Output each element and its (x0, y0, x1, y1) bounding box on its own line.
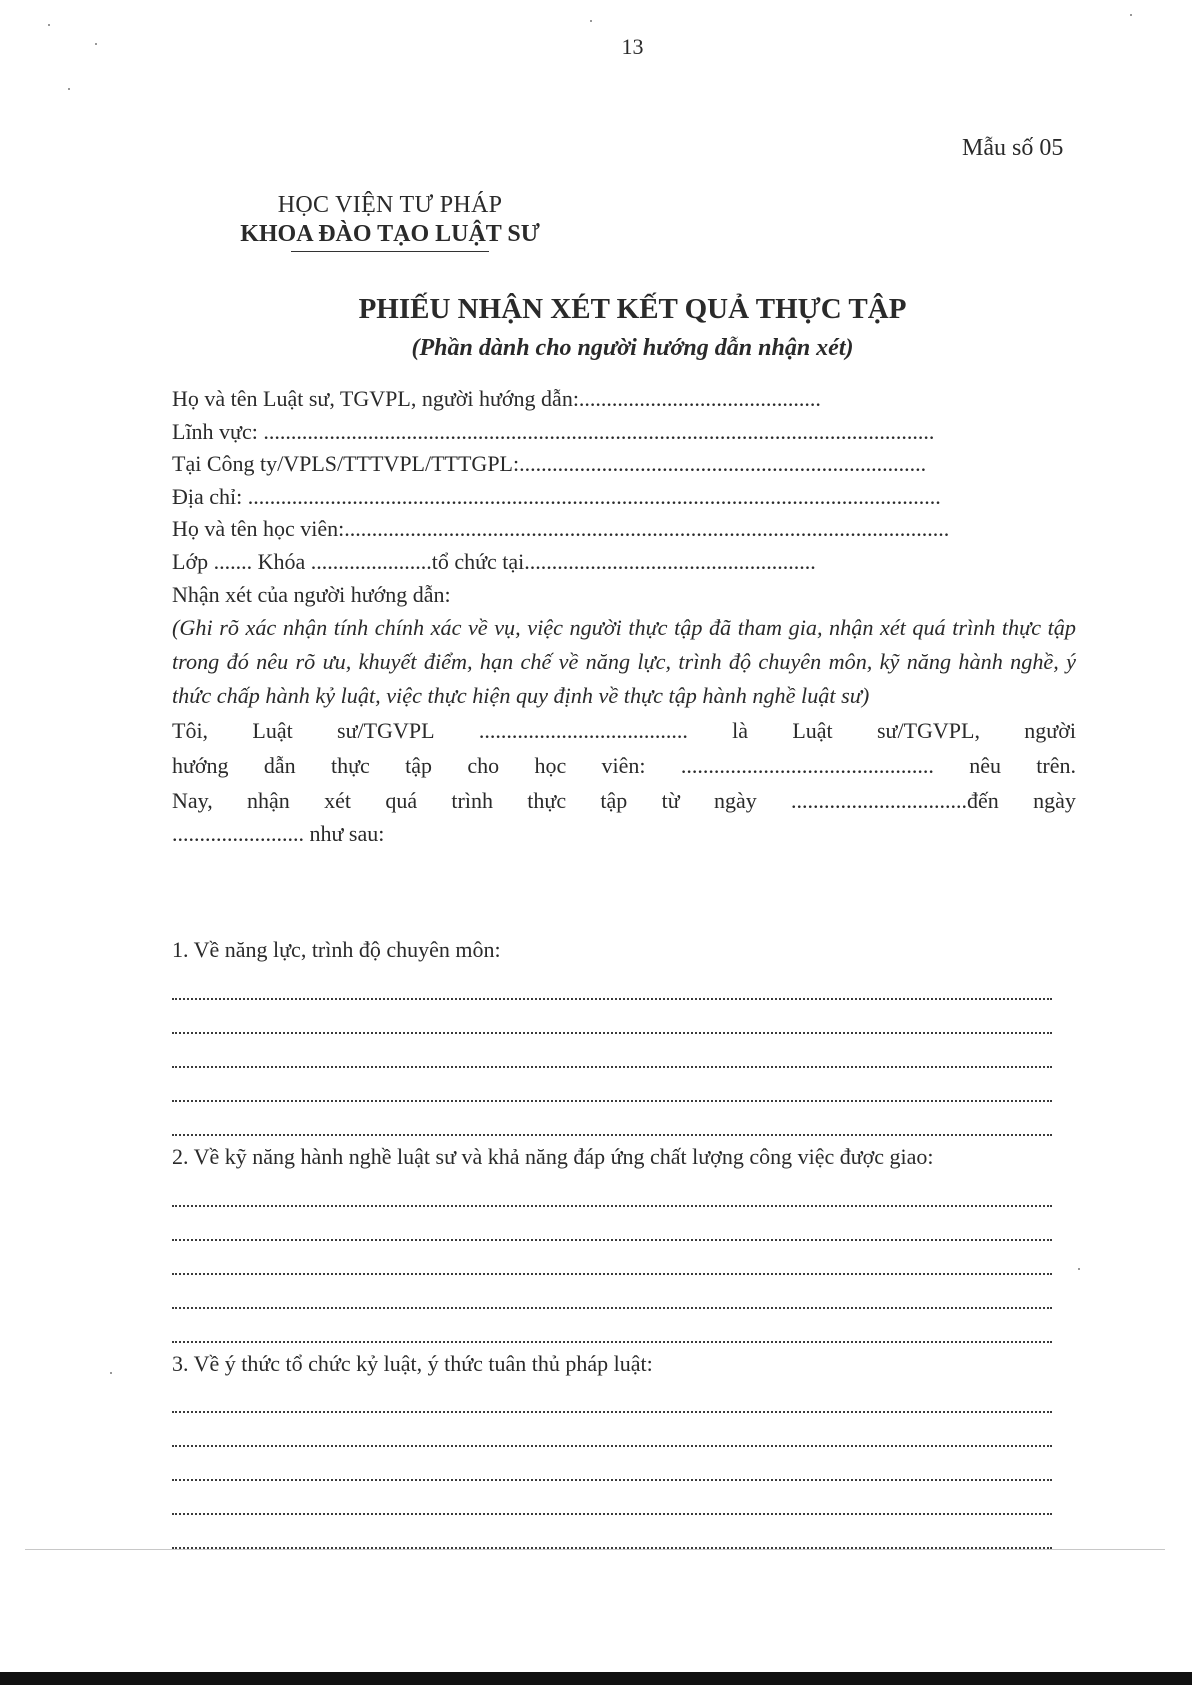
comment-label: Nhận xét của người hướng dẫn: (172, 581, 451, 607)
statement-word: Nay, (172, 788, 213, 814)
section-2-heading: 2. Về kỹ năng hành nghề luật sư và khả năng đáp ứng chất lượng công việc được giao: (172, 1144, 934, 1169)
scan-speck (1130, 14, 1132, 16)
statement-word: người (1024, 718, 1076, 744)
scan-speck (48, 24, 50, 26)
statement-word: dẫn (263, 753, 296, 779)
field-of-practice-field[interactable]: Lĩnh vực: .......................................................................................................................... (172, 418, 935, 444)
student-name-field[interactable]: Họ và tên học viên:.............................................................................................................. (172, 516, 950, 542)
statement-word: tập (405, 753, 433, 779)
faculty-name: KHOA ĐÀO TẠO LUẬT SƯ (240, 221, 540, 247)
statement-word: nhận (247, 788, 290, 814)
scan-speck (95, 43, 97, 45)
statement-word: ngày (1033, 788, 1076, 814)
statement-line-1 (172, 713, 1076, 748)
statement-word: xét (324, 788, 352, 814)
page-number: 13 (621, 34, 644, 59)
statement-word: thực (527, 788, 567, 814)
address-field[interactable]: Địa chỉ: .............................................................................................................................. (172, 483, 941, 509)
form-fields (172, 383, 1076, 851)
start-date-blank[interactable]: ................................đến (791, 788, 999, 814)
end-date-field[interactable]: ........................ như sau: (172, 821, 385, 847)
statement-word: ngày (713, 788, 757, 814)
instruction-text: (Ghi rõ xác nhận tính chính xác về vụ, việc người thực tập đã tham gia, nhận xét quá trình thực tập trong đó nêu rõ ưu, khuyết điểm, hạn chế về năng lực, trình độ chuyên môn, kỹ năng hành nghề, ý thức chấp hành kỷ luật, việc thực hiện quy định về thực tập hành nghề luật sư) (172, 615, 1076, 709)
answer-line[interactable] (172, 1481, 1052, 1515)
answer-line[interactable] (172, 1413, 1052, 1447)
answer-line[interactable] (172, 966, 1052, 1000)
statement-word: Luật (792, 718, 833, 744)
mentor-name-field[interactable]: Họ và tên Luật sư, TGVPL, người hướng dẫn:............................................ (172, 386, 821, 411)
answer-line[interactable] (172, 1207, 1052, 1241)
section-3-heading: 3. Về ý thức tổ chức kỷ luật, ý thức tuân thủ pháp luật: (172, 1351, 653, 1376)
section-2-answer-lines[interactable] (172, 1173, 1052, 1343)
statement-line-2 (172, 748, 1076, 783)
statement-word: trình (451, 788, 493, 814)
statement-word: tập (600, 788, 628, 814)
statement-word: là (732, 718, 749, 744)
answer-line[interactable] (172, 1034, 1052, 1068)
answer-line[interactable] (172, 1000, 1052, 1034)
form-number: Mẫu số 05 (962, 135, 1064, 161)
scan-speck (1078, 1268, 1080, 1270)
statement-word: sư/TGVPL (337, 718, 435, 744)
scan-speck (68, 88, 70, 90)
answer-line[interactable] (172, 1102, 1052, 1136)
section-1-heading: 1. Về năng lực, trình độ chuyên môn: (172, 937, 501, 962)
answer-line[interactable] (172, 1173, 1052, 1207)
company-field[interactable]: Tại Công ty/VPLS/TTTVPL/TTTGPL:.......................................................................... (172, 451, 927, 477)
statement-word: viên: (601, 753, 646, 779)
section-3-answer-lines[interactable] (172, 1379, 1052, 1549)
statement-word: học (534, 753, 567, 779)
statement-word: cho (467, 753, 500, 779)
statement-word: thực (330, 753, 370, 779)
statement-word: trên. (1036, 753, 1076, 779)
document-title: PHIẾU NHẬN XÉT KẾT QUẢ THỰC TẬP (358, 293, 907, 325)
statement-word: nêu (969, 753, 1001, 779)
answer-line[interactable] (172, 1447, 1052, 1481)
header-underline (291, 251, 489, 252)
answer-line[interactable] (172, 1275, 1052, 1309)
statement-line-3 (172, 783, 1076, 818)
scan-fold-line (25, 1549, 1165, 1550)
mentor-name-blank[interactable]: ...................................... (478, 718, 688, 744)
statement-word: quá (385, 788, 418, 814)
answer-line[interactable] (172, 1309, 1052, 1343)
scan-speck (590, 20, 592, 22)
answer-line[interactable] (172, 1379, 1052, 1413)
statement-word: từ (661, 788, 680, 814)
document-subtitle: (Phần dành cho người hướng dẫn nhận xét) (411, 335, 854, 361)
section-1-answer-lines[interactable] (172, 966, 1052, 1136)
statement-word: sư/TGVPL, (876, 718, 980, 744)
scan-edge-band (0, 1672, 1192, 1685)
answer-line[interactable] (172, 1515, 1052, 1549)
class-course-field[interactable]: Lớp ....... Khóa ......................tổ chức tại..................................................... (172, 548, 816, 574)
statement-word: hướng (172, 753, 229, 779)
statement-word: Tôi, (172, 718, 209, 744)
institution-name: HỌC VIỆN TƯ PHÁP (277, 192, 503, 218)
statement-word: Luật (252, 718, 293, 744)
answer-line[interactable] (172, 1241, 1052, 1275)
student-name-blank[interactable]: .............................................. (680, 753, 934, 779)
scan-speck (110, 1372, 112, 1374)
institution-header (195, 192, 585, 252)
answer-line[interactable] (172, 1068, 1052, 1102)
